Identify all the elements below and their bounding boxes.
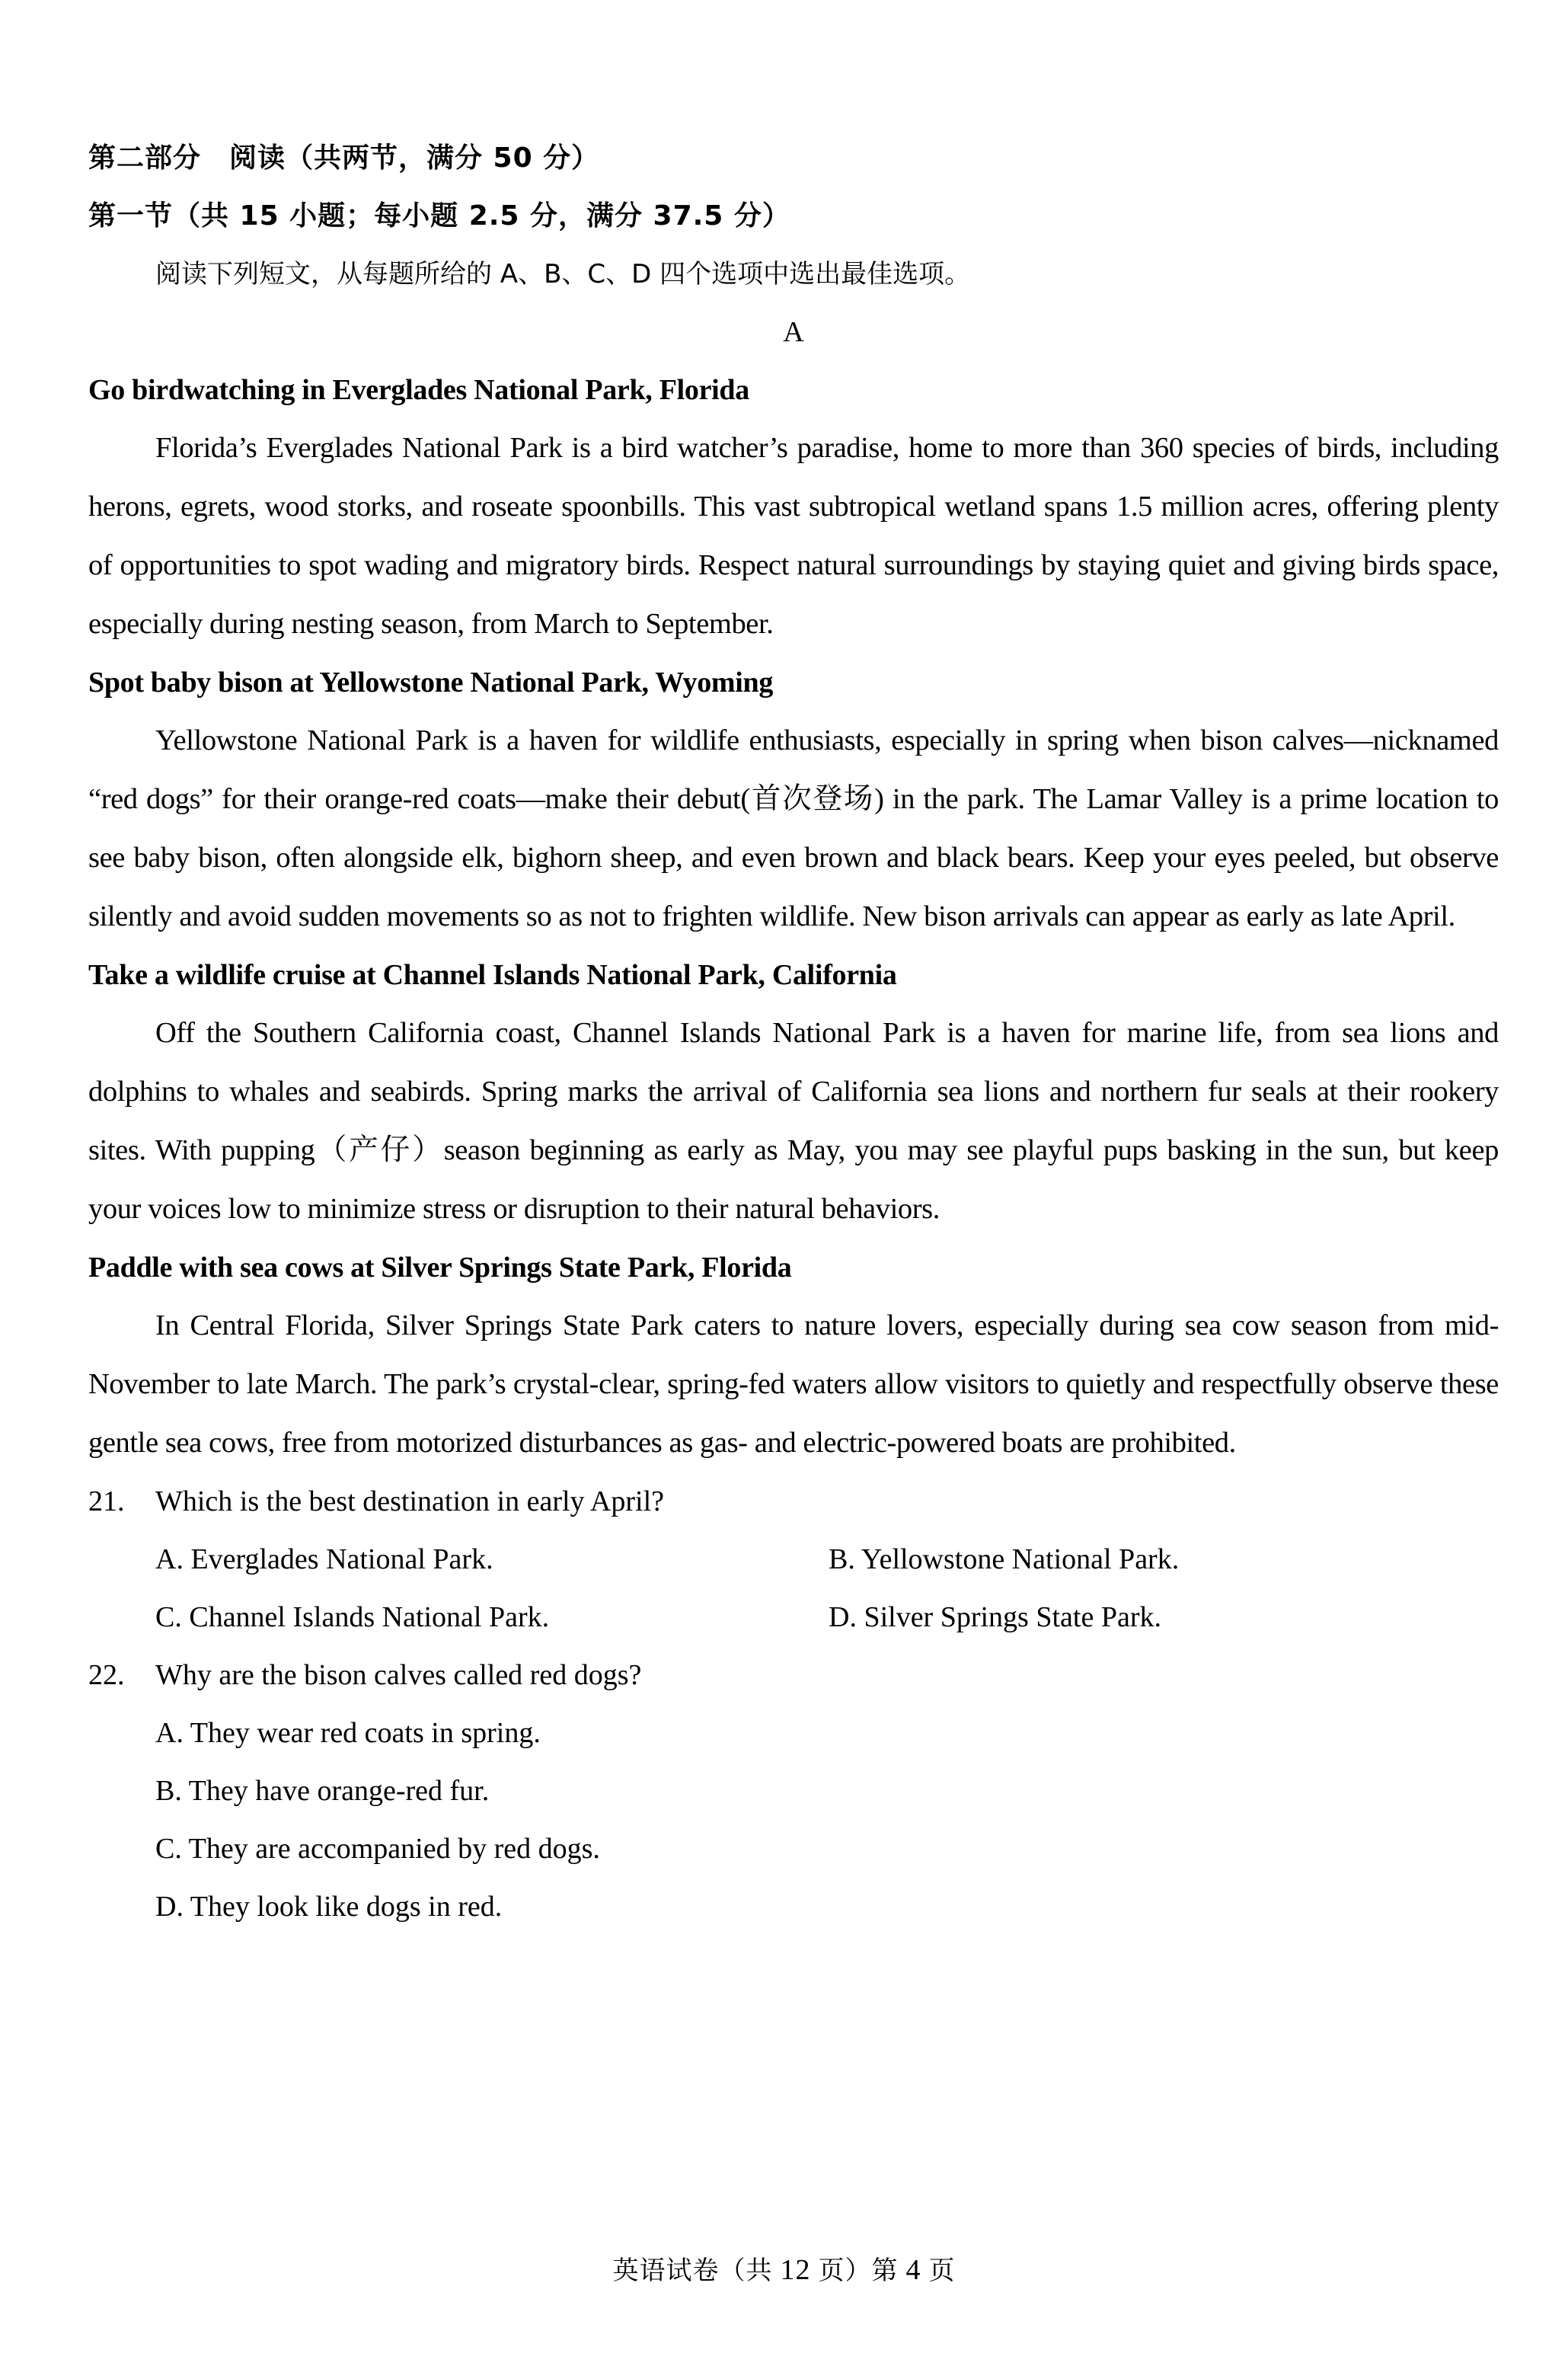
option-a[interactable]: A. Everglades National Park. <box>155 1543 493 1575</box>
option-d[interactable]: D. Silver Springs State Park. <box>829 1601 1161 1633</box>
section-paragraph: Yellowstone National Park is a haven for wildlife enthusiasts, especially in spring when bison calves—nicknamed “red dogs” for their orange-red coats—make their debut(首次登场) in the park. The Lamar Valley is a prime location to see baby bison, often alongside elk, bighorn sheep, and even brown and black bears. Keep your eyes peeled, but observe silently and avoid sudden movements so as not to frighten wildlife. New bison arrivals can appear as early as late April. <box>88 724 1499 932</box>
question-stem <box>88 1472 1499 1530</box>
question-number: 22. <box>88 1659 125 1691</box>
passage-section-channel-islands <box>88 946 1499 1239</box>
section-heading: Take a wildlife cruise at Channel Islands National Park, California <box>88 959 897 991</box>
exam-page <box>88 129 1499 1936</box>
passage-section-silver-springs <box>88 1239 1499 1472</box>
total-pages: 12 <box>780 2254 811 2286</box>
subsection-title: 第一节（共 15 小题；每小题 2.5 分，满分 37.5 分） <box>88 200 790 232</box>
page-footer <box>0 2251 1568 2290</box>
option-b[interactable]: B. They have orange-red fur. <box>155 1775 490 1807</box>
current-page: 4 <box>905 2254 921 2286</box>
question-text: Which is the best destination in early April? <box>155 1485 665 1517</box>
footer-middle: 页）第 <box>818 2256 899 2286</box>
section-paragraph: Off the Southern California coast, Channel Islands National Park is a haven for marine life, from sea lions and dolphins to whales and seabirds. Spring marks the arrival of California sea lions and northern fur seals at their rookery sites. With pupping（产仔）season beginning as early as May, you may see playful pups basking in the sun, but keep your voices low to minimize stress or disruption to their natural behaviors. <box>88 1017 1499 1225</box>
section-heading: Paddle with sea cows at Silver Springs State Park, Florida <box>88 1252 792 1284</box>
question-21 <box>88 1472 1499 1646</box>
section-heading: Spot baby bison at Yellowstone National Park, Wyoming <box>88 667 774 699</box>
option-a[interactable]: A. They wear red coats in spring. <box>155 1717 541 1749</box>
passage-section-yellowstone <box>88 654 1499 946</box>
passage-label: A <box>783 316 804 348</box>
footer-suffix: 页 <box>928 2256 956 2286</box>
answer-options <box>88 1704 1499 1936</box>
question-number: 21. <box>88 1485 125 1517</box>
option-b[interactable]: B. Yellowstone National Park. <box>829 1543 1180 1575</box>
footer-prefix: 英语试卷（共 <box>612 2256 773 2286</box>
section-heading: Go birdwatching in Everglades National Park, Florida <box>88 374 749 406</box>
option-d[interactable]: D. They look like dogs in red. <box>155 1891 503 1923</box>
part-title: 第二部分 阅读（共两节，满分 50 分） <box>88 142 600 174</box>
instructions: 阅读下列短文，从每题所给的 A、B、C、D 四个选项中选出最佳选项。 <box>155 259 971 289</box>
question-stem <box>88 1646 1499 1704</box>
answer-options <box>88 1530 1499 1646</box>
passage-section-everglades <box>88 361 1499 654</box>
question-text: Why are the bison calves called red dogs? <box>155 1659 642 1691</box>
section-paragraph: In Central Florida, Silver Springs State Park caters to nature lovers, especially during sea cow season from mid-November to late March. The park’s crystal-clear, spring-fed waters allow visitors to quietly and respectfully observe these gentle sea cows, free from motorized disturbances as gas- and electric-powered boats are prohibited. <box>88 1309 1499 1459</box>
option-c[interactable]: C. Channel Islands National Park. <box>155 1601 550 1633</box>
section-paragraph: Florida’s Everglades National Park is a bird watcher’s paradise, home to more than 360 species of birds, including herons, egrets, wood storks, and roseate spoonbills. This vast subtropical wetland spans 1.5 million acres, offering plenty of opportunities to spot wading and migratory birds. Respect natural surroundings by staying quiet and giving birds space, especially during nesting season, from March to September. <box>88 432 1499 640</box>
question-22 <box>88 1646 1499 1936</box>
option-c[interactable]: C. They are accompanied by red dogs. <box>155 1833 600 1865</box>
